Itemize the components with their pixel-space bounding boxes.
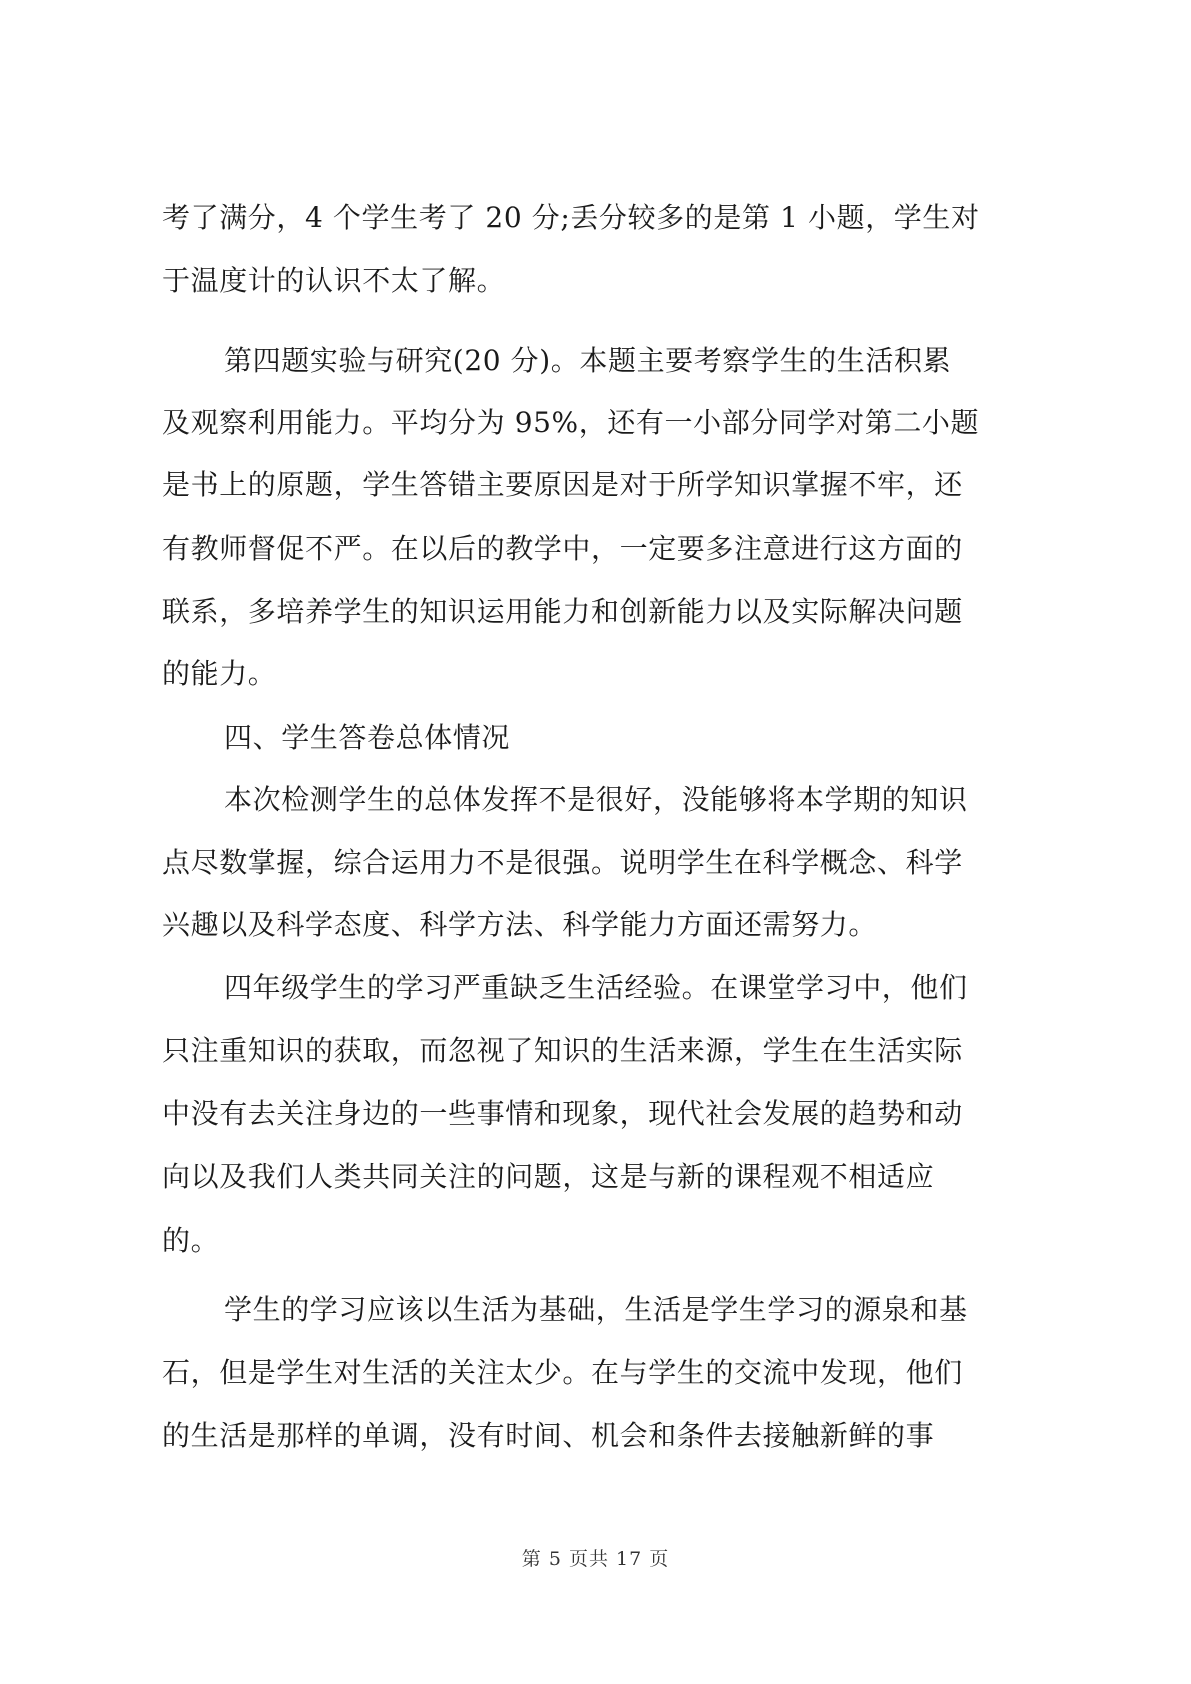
text-line: 四年级学生的学习严重缺乏生活经验。在课堂学习中，他们 (224, 971, 968, 1004)
text-line: 及观察利用能力。平均分为 95%，还有一小部分同学对第二小题 (162, 406, 980, 439)
text-line: 只注重知识的获取，而忽视了知识的生活来源，学生在生活实际 (162, 1034, 963, 1067)
text-line: 兴趣以及科学态度、科学方法、科学能力方面还需努力。 (162, 908, 878, 941)
text-line: 的能力。 (162, 657, 277, 690)
text-line: 考了满分，4 个学生考了 20 分;丢分较多的是第 1 小题，学生对 (162, 201, 980, 234)
text-line: 有教师督促不严。在以后的教学中，一定要多注意进行这方面的 (162, 532, 963, 565)
text-line: 本次检测学生的总体发挥不是很好，没能够将本学期的知识 (224, 783, 968, 816)
page-number-footer: 第 5 页共 17 页 (521, 1548, 670, 1570)
text-line: 石，但是学生对生活的关注太少。在与学生的交流中发现，他们 (162, 1356, 963, 1389)
section-heading: 四、学生答卷总体情况 (224, 721, 511, 754)
text-line: 是书上的原题，学生答错主要原因是对于所学知识掌握不牢，还 (162, 468, 963, 501)
text-line: 中没有去关注身边的一些事情和现象，现代社会发展的趋势和动 (162, 1097, 963, 1130)
text-line: 第四题实验与研究(20 分)。本题主要考察学生的生活积累 (224, 344, 952, 377)
text-line: 点尽数掌握，综合运用力不是很强。说明学生在科学概念、科学 (162, 846, 963, 879)
text-line: 的生活是那样的单调，没有时间、机会和条件去接触新鲜的事 (162, 1419, 935, 1452)
text-line: 向以及我们人类共同关注的问题，这是与新的课程观不相适应 (162, 1160, 935, 1193)
text-line: 的。 (162, 1224, 220, 1257)
text-line: 于温度计的认识不太了解。 (162, 264, 506, 297)
text-line: 学生的学习应该以生活为基础，生活是学生学习的源泉和基 (224, 1293, 968, 1326)
text-line: 联系，多培养学生的知识运用能力和创新能力以及实际解决问题 (162, 595, 963, 628)
